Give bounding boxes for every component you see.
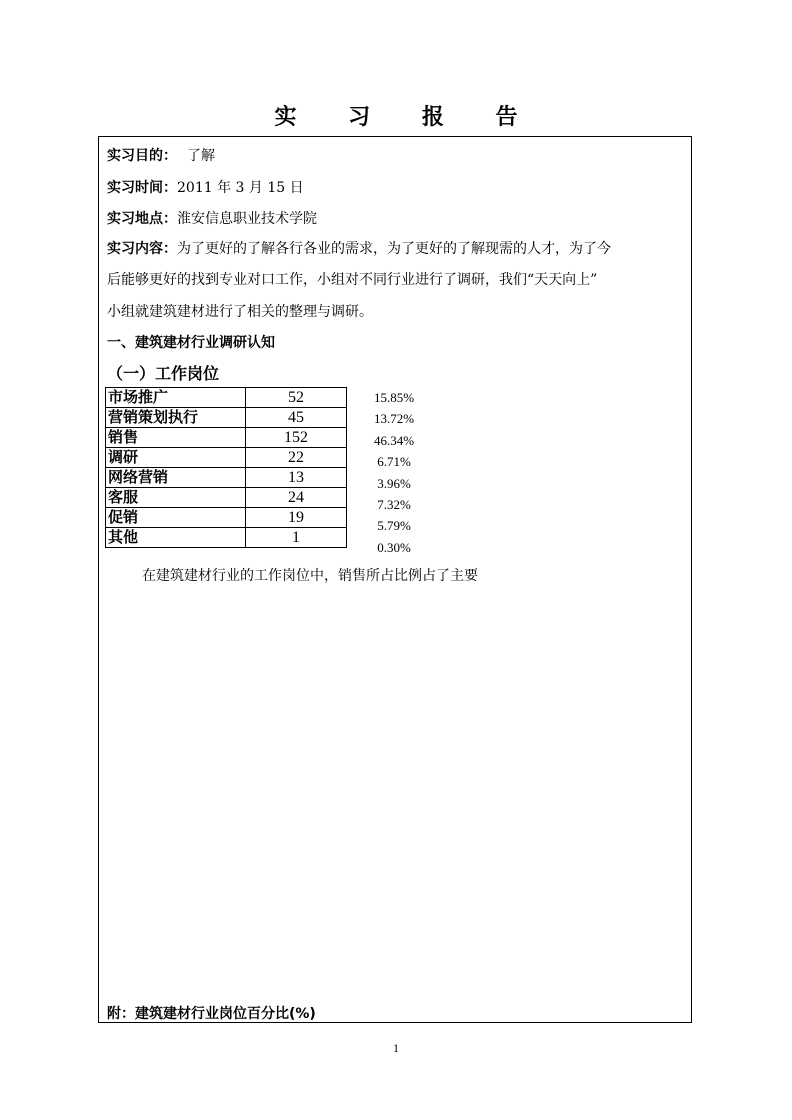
report-frame: [98, 136, 692, 1023]
purpose-value: 了解: [187, 148, 215, 164]
table-row: [106, 528, 347, 548]
table-row: [106, 508, 347, 528]
job-percent: 7.32%: [377, 496, 411, 512]
job-count-cell: 22: [246, 448, 347, 468]
table-row: [106, 408, 347, 428]
content-line-3: 小组就建筑建材进行了相关的整理与调研。: [107, 304, 373, 320]
job-name-cell: 促销: [106, 508, 246, 528]
subsection-heading: （一）工作岗位: [107, 364, 220, 383]
place-row: [107, 208, 317, 228]
job-count-cell: 19: [246, 508, 347, 528]
time-label: 实习时间：: [107, 180, 177, 196]
place-label: 实习地点：: [107, 211, 177, 227]
job-name-cell: 销售: [106, 428, 246, 448]
job-count-cell: 1: [246, 528, 347, 548]
job-count-cell: 152: [246, 428, 347, 448]
content-line-2: 后能够更好的找到专业对口工作，小组对不同行业进行了调研，我们“天天向上”: [107, 272, 598, 288]
job-percent: 5.79%: [377, 518, 411, 534]
job-name-cell: 网络营销: [106, 468, 246, 488]
time-value: 2011 年 3 月 15 日: [177, 180, 304, 196]
place-value: 淮安信息职业技术学院: [177, 211, 317, 227]
table-row: [106, 428, 347, 448]
report-title: 实 习 报 告: [274, 105, 540, 130]
job-percent: 3.96%: [377, 475, 411, 491]
percent-column: [349, 387, 439, 558]
table-row: [106, 448, 347, 468]
job-count-cell: 45: [246, 408, 347, 428]
purpose-label: 实习目的：: [107, 148, 177, 164]
job-count-cell: 52: [246, 388, 347, 408]
job-percent: 0.30%: [377, 539, 411, 555]
content-label: 实习内容：: [107, 241, 177, 257]
jobs-table: [105, 387, 347, 548]
table-row: [106, 468, 347, 488]
job-name-cell: 其他: [106, 528, 246, 548]
time-row: [107, 177, 304, 197]
job-name-cell: 营销策划执行: [106, 408, 246, 428]
content-row: [107, 238, 611, 258]
job-count-cell: 13: [246, 468, 347, 488]
job-percent: 6.71%: [377, 454, 411, 470]
job-percent: 46.34%: [373, 432, 415, 448]
summary-note: 在建筑建材行业的工作岗位中，销售所占比例占了主要: [142, 568, 478, 584]
section-heading: 一、建筑建材行业调研认知: [107, 335, 275, 351]
job-count-cell: 24: [246, 488, 347, 508]
table-row: [106, 388, 347, 408]
job-percent: 13.72%: [373, 411, 415, 427]
table-row: [106, 488, 347, 508]
job-name-cell: 市场推广: [106, 388, 246, 408]
job-name-cell: 调研: [106, 448, 246, 468]
page-number: 1: [393, 1041, 399, 1055]
appendix-label: 附：建筑建材行业岗位百分比(%): [107, 1006, 316, 1022]
job-percent: 15.85%: [373, 390, 415, 405]
content-line-1: 为了更好的了解各行各业的需求，为了更好的了解现需的人才，为了今: [177, 241, 611, 257]
purpose-row: [107, 145, 215, 165]
job-name-cell: 客服: [106, 488, 246, 508]
